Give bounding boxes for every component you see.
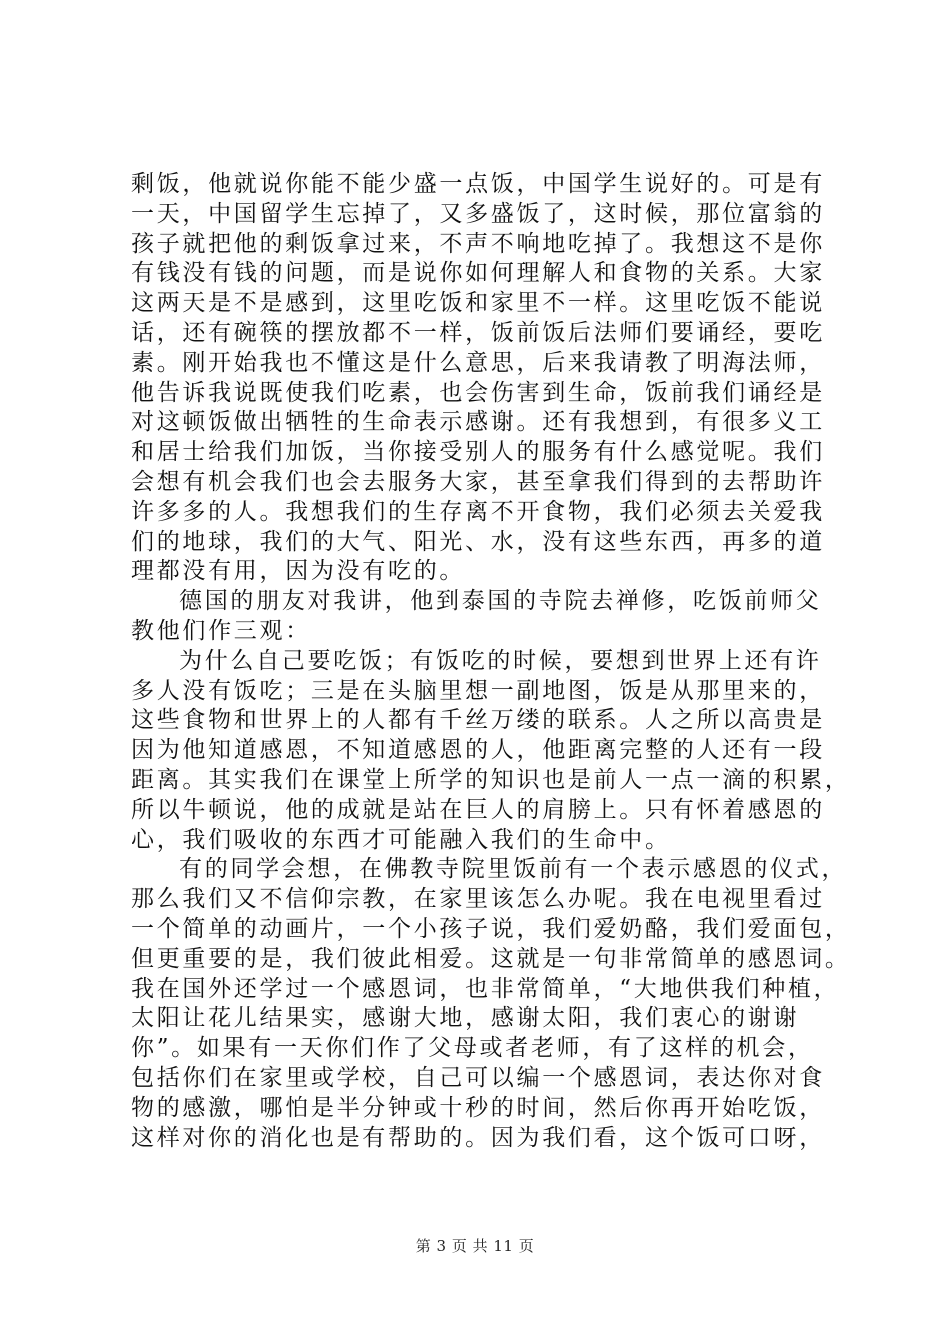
text-line: 我在国外还学过一个感恩词，也非常简单，“大地供我们种植， — [131, 975, 840, 1002]
text-line: 心，我们吸收的东西才可能融入我们的生命中。 — [131, 826, 671, 853]
text-line: 理都没有用，因为没有吃的。 — [131, 558, 466, 585]
text-line: 物的感激，哪怕是半分钟或十秒的时间，然后你再开始吃饭， — [131, 1094, 825, 1121]
text-line: 一个简单的动画片，一个小孩子说，我们爱奶酪，我们爱面包， — [131, 915, 851, 942]
text-line: 孩子就把他的剩饭拿过来，不声不响地吃掉了。我想这不是你 — [131, 230, 825, 257]
body-text — [131, 170, 851, 1153]
text-line: 许多多的人。我想我们的生存离不开食物，我们必须去关爱我 — [131, 498, 825, 525]
text-line: 太阳让花儿结果实，感谢大地，感谢太阳，我们衷心的谢谢 — [131, 1005, 800, 1032]
text-line: 这样对你的消化也是有帮助的。因为我们看，这个饭可口呀， — [131, 1124, 825, 1151]
text-line: 多人没有饭吃；三是在头脑里想一副地图，饭是从那里来的， — [131, 677, 825, 704]
text-line: 包括你们在家里或学校，自己可以编一个感恩词，表达你对食 — [131, 1064, 825, 1091]
text-line: 话，还有碗筷的摆放都不一样，饭前饭后法师们要诵经，要吃 — [131, 319, 825, 346]
text-line: 因为他知道感恩，不知道感恩的人，他距离完整的人还有一段 — [131, 737, 825, 764]
text-line: 那么我们又不信仰宗教，在家里该怎么办呢。我在电视里看过 — [131, 886, 825, 913]
paragraph-start-line: 为什么自己要吃饭；有饭吃的时候，要想到世界上还有许 — [179, 647, 822, 674]
paragraph-start-line: 德国的朋友对我讲，他到泰国的寺院去禅修，吃饭前师父 — [179, 588, 822, 615]
text-line: 和居士给我们加饭，当你接受别人的服务有什么感觉呢。我们 — [131, 439, 825, 466]
text-line: 但更重要的是，我们彼此相爱。这就是一句非常简单的感恩词。 — [131, 945, 851, 972]
text-line: 对这顿饭做出牺牲的生命表示感谢。还有我想到，有很多义工 — [131, 409, 825, 436]
text-line: 剩饭，他就说你能不能少盛一点饭，中国学生说好的。可是有 — [131, 171, 825, 197]
text-line: 所以牛顿说，他的成就是站在巨人的肩膀上。只有怀着感恩的 — [131, 796, 825, 823]
text-line: 教他们作三观： — [131, 617, 311, 644]
page-number-footer: 第 3 页 共 11 页 — [415, 1237, 535, 1255]
text-line: 会想有机会我们也会去服务大家，甚至拿我们得到的去帮助许 — [131, 468, 825, 495]
text-line: 有钱没有钱的问题，而是说你如何理解人和食物的关系。大家 — [131, 260, 825, 287]
paragraph-start-line: 有的同学会想，在佛教寺院里饭前有一个表示感恩的仪式， — [179, 856, 848, 883]
text-line: 这两天是不是感到，这里吃饭和家里不一样。这里吃饭不能说 — [131, 290, 825, 317]
text-line: 这些食物和世界上的人都有千丝万缕的联系。人之所以高贵是 — [131, 707, 825, 734]
text-line: 一天，中国留学生忘掉了，又多盛饭了，这时候，那位富翁的 — [131, 200, 825, 227]
text-line: 们的地球，我们的大气、阳光、水，没有这些东西，再多的道 — [131, 528, 825, 555]
text-line: 他告诉我说既使我们吃素，也会伤害到生命，饭前我们诵经是 — [131, 379, 825, 406]
text-line: 距离。其实我们在课堂上所学的知识也是前人一点一滴的积累， — [131, 766, 851, 793]
text-line: 素。刚开始我也不懂这是什么意思，后来我请教了明海法师， — [131, 349, 825, 376]
text-line: 你”。如果有一天你们作了父母或者老师，有了这样的机会， — [131, 1035, 814, 1062]
